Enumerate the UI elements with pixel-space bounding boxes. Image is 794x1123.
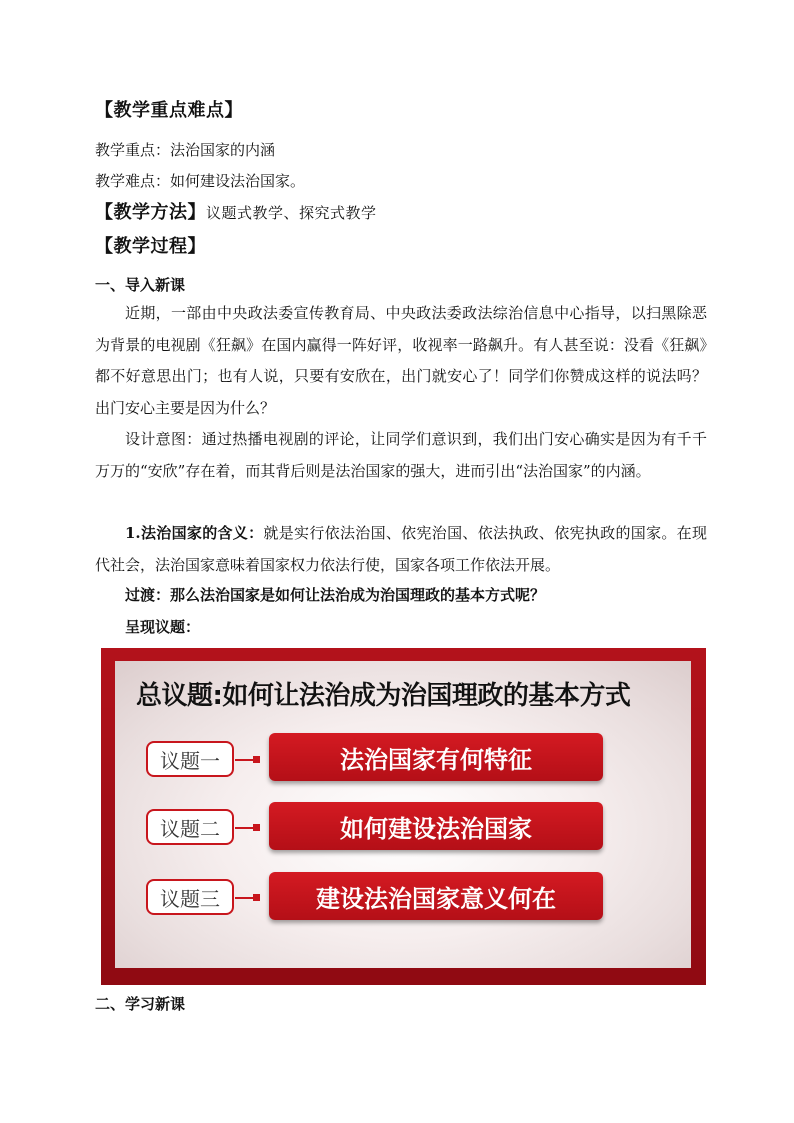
heading-process: 【教学过程】 bbox=[95, 236, 206, 257]
topic-3-tag: 议题三 bbox=[146, 879, 234, 915]
slide-panel bbox=[115, 661, 691, 968]
topic-2-connector bbox=[235, 827, 257, 829]
definition-paragraph bbox=[95, 518, 707, 581]
topic-1-connector bbox=[235, 759, 257, 761]
method-label: 【教学方法】 bbox=[95, 202, 206, 223]
definition-label: 1.法治国家的含义： bbox=[125, 524, 264, 542]
topic-2-tag: 议题二 bbox=[146, 809, 234, 845]
topic-1-tag: 议题一 bbox=[146, 741, 234, 777]
slide-title: 总议题:如何让法治成为治国理政的基本方式 bbox=[136, 681, 631, 711]
section-1-title: 一、导入新课 bbox=[95, 276, 186, 294]
heading-method bbox=[95, 198, 377, 224]
heading-key-points: 【教学重点难点】 bbox=[95, 100, 243, 121]
present-topic-label: 呈现议题： bbox=[125, 618, 201, 636]
topic-3-connector bbox=[235, 897, 257, 899]
section-2-title: 二、学习新课 bbox=[95, 995, 186, 1013]
transition-text: 过渡：那么法治国家是如何让法治成为治国理政的基本方式呢？ bbox=[125, 586, 546, 604]
topic-slide-image bbox=[101, 648, 706, 985]
teaching-difficulty: 教学难点：如何建设法治国家。 bbox=[95, 172, 306, 190]
topic-1-pill: 法治国家有何特征 bbox=[269, 733, 603, 781]
design-intent-paragraph: 设计意图：通过热播电视剧的评论，让同学们意识到，我们出门安心确实是因为有千千万万的“安欣”存在着，而其背后则是法治国家的强大，进而引出“法治国家”的内涵。 bbox=[95, 430, 707, 480]
topic-2-pill: 如何建设法治国家 bbox=[269, 802, 603, 850]
method-text: 议题式教学、探究式教学 bbox=[206, 204, 377, 222]
definition-text: 就是实行依法治国、依宪治国、依法执政、依宪执政的国家。在现代社会，法治国家意味着国家权力依法行使，国家各项工作依法开展。 bbox=[95, 524, 707, 574]
intro-paragraph: 近期，一部由中央政法委宣传教育局、中央政法委政法综治信息中心指导，以扫黑除恶为背景的电视剧《狂飙》在国内赢得一阵好评，收视率一路飙升。有人甚至说：没看《狂飙》都不好意思出门；也有人说，只要有安欣在，出门就安心了！同学们你赞成这样的说法吗？出门安心主要是因为什么？ bbox=[95, 304, 707, 417]
teaching-focus: 教学重点：法治国家的内涵 bbox=[95, 141, 276, 159]
topic-3-pill: 建设法治国家意义何在 bbox=[269, 872, 603, 920]
